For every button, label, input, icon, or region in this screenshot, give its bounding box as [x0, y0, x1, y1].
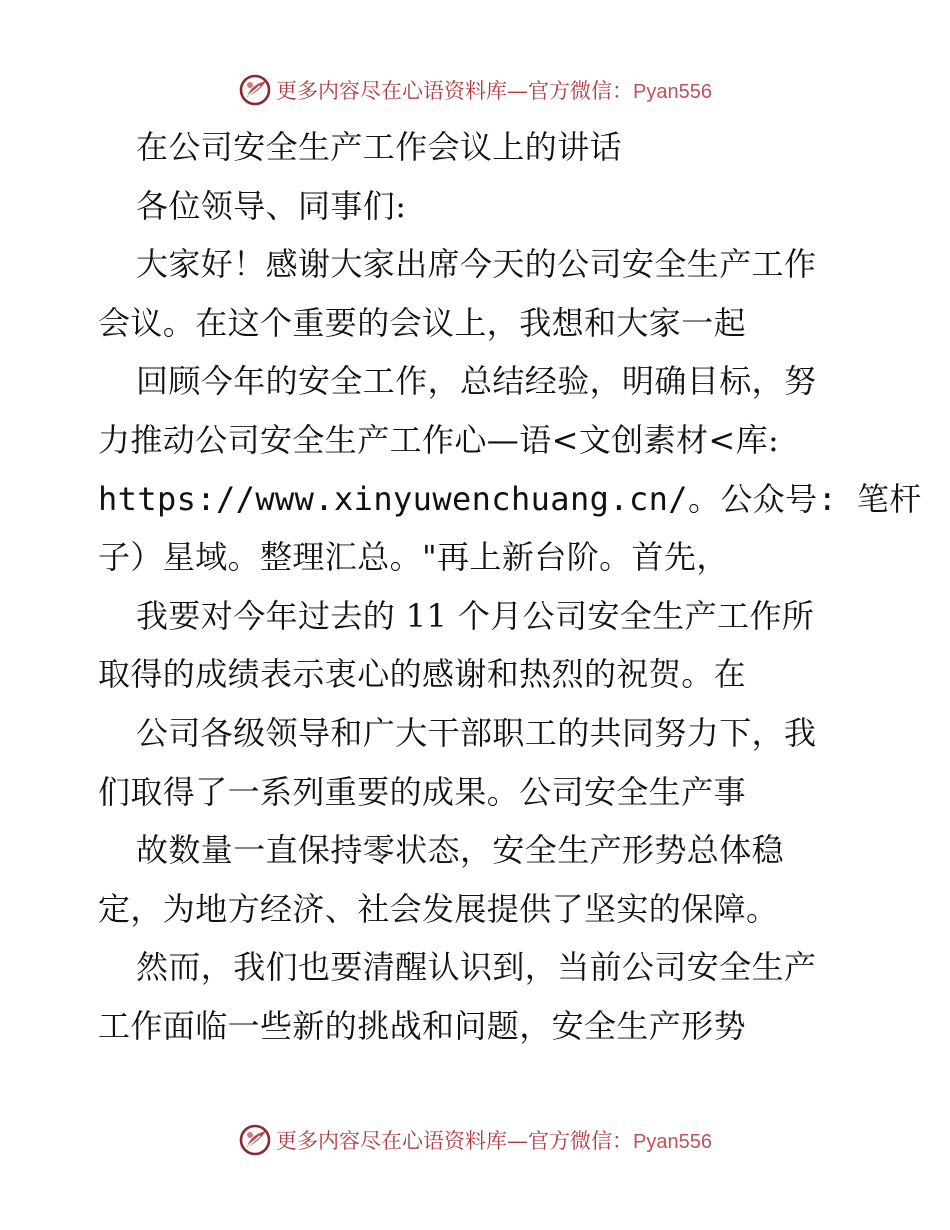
speech-title: 在公司安全生产工作会议上的讲话 [136, 128, 623, 166]
body-text-line: 然而，我们也要清醒认识到，当前公司安全生产 [136, 948, 817, 987]
footer-banner-text: 更多内容尽在心语资料库—官方微信：Pyan556 [276, 1129, 712, 1153]
body-text-line: 取得的成绩表示衷心的感谢和热烈的祝贺。在 [98, 655, 747, 694]
body-text-line: 故数量一直保持零状态，安全生产形势总体稳 [136, 831, 785, 870]
body-text-line: 各位领导、同事们: [136, 186, 407, 225]
footer-wechat-id: Pyan556 [633, 1131, 712, 1153]
speech-body [98, 118, 922, 1056]
brand-logo-icon [238, 73, 272, 107]
header-banner-text: 更多内容尽在心语资料库—官方微信：Pyan556 [276, 79, 712, 103]
footer-banner [0, 1120, 950, 1160]
body-text-line: 我要对今年过去的 11 个月公司安全生产工作所 [136, 596, 815, 635]
header-banner [0, 70, 950, 110]
body-text-line: 力推动公司安全生产工作心—语<文创素材<库: [98, 420, 780, 459]
body-text-line: 大家好！感谢大家出席今天的公司安全生产工作 [136, 245, 817, 284]
body-text-line: 工作面临一些新的挑战和问题，安全生产形势 [98, 1006, 747, 1045]
brand-logo-icon [238, 1123, 272, 1157]
body-text-line: 公司各级领导和广大干部职工的共同努力下，我 [136, 713, 817, 752]
body-text-line: 定，为地方经济、社会发展提供了坚实的保障。 [98, 889, 779, 928]
body-text-line: 们取得了一系列重要的成果。公司安全生产事 [98, 772, 747, 811]
body-text-line: 会议。在这个重要的会议上，我想和大家一起 [98, 303, 747, 342]
body-text-line: https://www.xinyuwenchuang.cn/。公众号: 笔杆 [98, 479, 922, 518]
body-text-line: 子）星域。整理汇总。"再上新台阶。首先， [98, 538, 729, 577]
header-wechat-id: Pyan556 [633, 81, 712, 103]
body-text-line: 回顾今年的安全工作，总结经验，明确目标，努 [136, 362, 817, 401]
